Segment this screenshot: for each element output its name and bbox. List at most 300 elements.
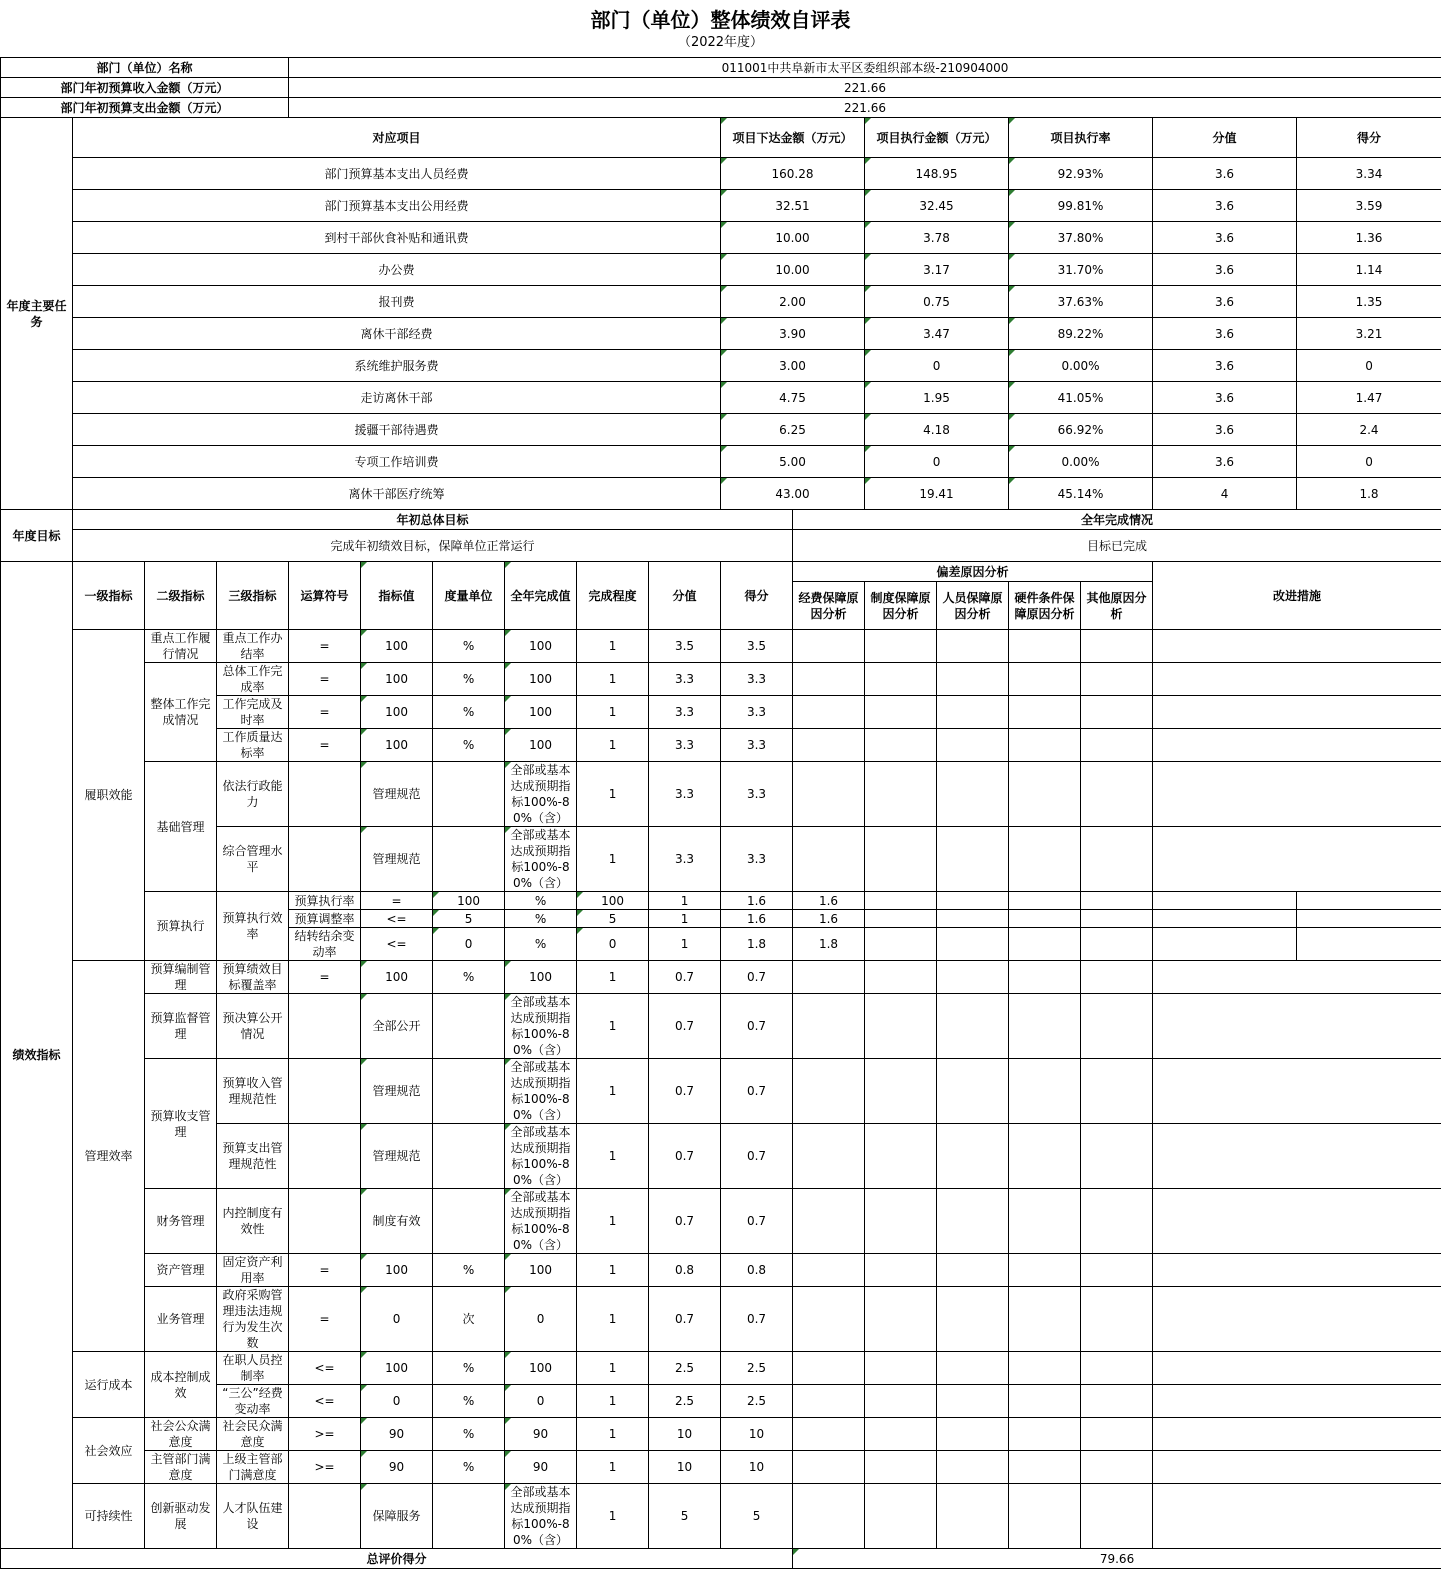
- perf-deviation-cell: [865, 663, 937, 696]
- perf-target: 管理规范: [361, 762, 433, 827]
- perf-deviation-cell: [793, 1254, 865, 1287]
- task-got: 0: [1297, 350, 1441, 382]
- task-score: 3.6: [1153, 286, 1297, 318]
- perf-l3-indicator: 内控制度有效性: [217, 1189, 289, 1254]
- perf-deviation-cell: [1081, 892, 1153, 910]
- tasks-header-project: 对应项目: [73, 118, 721, 158]
- task-got: 0: [1297, 446, 1441, 478]
- perf-l2-indicator: 创新驱动发展: [145, 1484, 217, 1549]
- unit-name-label: 部门（单位）名称: [1, 58, 289, 78]
- perf-improve-cell: [1153, 762, 1441, 827]
- perf-improve-cell: [1153, 994, 1441, 1059]
- perf-deviation-cell: [1009, 1254, 1081, 1287]
- perf-improve-cell: [1153, 1059, 1441, 1124]
- perf-operator: [289, 1124, 361, 1189]
- perf-header-d4: 硬件条件保障原因分析: [1009, 582, 1081, 630]
- perf-score: 3.3: [649, 663, 721, 696]
- perf-got: 3.3: [721, 663, 793, 696]
- perf-actual: 全部或基本达成预期指标100%-80%（含）: [505, 1189, 577, 1254]
- task-rate: 0.00%: [1009, 350, 1153, 382]
- tasks-section-label: 年度主要任务: [1, 118, 73, 510]
- task-rate: 37.80%: [1009, 222, 1153, 254]
- task-budget: 4.75: [721, 382, 865, 414]
- task-got: 1.36: [1297, 222, 1441, 254]
- perf-deviation-cell: [1081, 1385, 1153, 1418]
- perf-target: 5: [433, 910, 505, 928]
- perf-target: 管理规范: [361, 827, 433, 892]
- perf-unit: [433, 762, 505, 827]
- goals-initial-value: 完成年初绩效目标，保障单位正常运行: [73, 530, 793, 562]
- task-budget: 43.00: [721, 478, 865, 510]
- task-rate: 92.93%: [1009, 158, 1153, 190]
- perf-degree: 1: [649, 928, 721, 961]
- perf-unit: %: [433, 1451, 505, 1484]
- task-rate: 0.00%: [1009, 446, 1153, 478]
- perf-score: 0.8: [649, 1254, 721, 1287]
- perf-degree: 1: [577, 827, 649, 892]
- perf-l1-indicator: 运行成本: [73, 1352, 145, 1418]
- perf-deviation-cell: [865, 910, 937, 928]
- task-got: 3.34: [1297, 158, 1441, 190]
- perf-header-improve: 改进措施: [1153, 562, 1441, 630]
- perf-improve-cell: [1153, 827, 1441, 892]
- perf-deviation-cell: [1009, 928, 1081, 961]
- perf-degree: 1: [577, 994, 649, 1059]
- task-name: 部门预算基本支出公用经费: [73, 190, 721, 222]
- perf-deviation-cell: [1081, 994, 1153, 1059]
- perf-deviation-cell: [1081, 696, 1153, 729]
- task-rate: 66.92%: [1009, 414, 1153, 446]
- perf-degree: 1: [577, 1385, 649, 1418]
- perf-deviation-cell: [1081, 630, 1153, 663]
- goals-completion-label: 全年完成情况: [793, 510, 1441, 530]
- perf-deviation-cell: [865, 961, 937, 994]
- perf-unit: %: [433, 630, 505, 663]
- perf-deviation-cell: [1153, 928, 1297, 961]
- perf-header-op: 运算符号: [289, 562, 361, 630]
- perf-improve-cell: [1153, 1352, 1441, 1385]
- perf-deviation-cell: [1081, 1254, 1153, 1287]
- task-rate: 99.81%: [1009, 190, 1153, 222]
- perf-target: 100: [361, 696, 433, 729]
- perf-operator: <=: [289, 1352, 361, 1385]
- perf-operator: >=: [289, 1418, 361, 1451]
- perf-target: 管理规范: [361, 1059, 433, 1124]
- task-budget: 32.51: [721, 190, 865, 222]
- task-score: 3.6: [1153, 254, 1297, 286]
- perf-degree: 1: [577, 696, 649, 729]
- perf-operator: >=: [289, 1451, 361, 1484]
- perf-improve-cell: [1297, 928, 1441, 961]
- perf-deviation-cell: [1009, 1189, 1081, 1254]
- perf-score: 2.5: [649, 1385, 721, 1418]
- perf-deviation-cell: [1081, 961, 1153, 994]
- perf-deviation-cell: [1081, 928, 1153, 961]
- perf-deviation-cell: [1009, 961, 1081, 994]
- perf-l1-indicator: 预算执行: [145, 892, 217, 961]
- perf-deviation-cell: [865, 1385, 937, 1418]
- perf-l3-indicator: 预算绩效目标覆盖率: [217, 961, 289, 994]
- perf-operator: <=: [289, 1385, 361, 1418]
- perf-got: 3.3: [721, 762, 793, 827]
- perf-unit: %: [505, 910, 577, 928]
- perf-deviation-cell: [937, 1287, 1009, 1352]
- task-exec: 32.45: [865, 190, 1009, 222]
- perf-deviation-cell: [937, 928, 1009, 961]
- perf-deviation-cell: [937, 696, 1009, 729]
- perf-deviation-cell: [937, 729, 1009, 762]
- perf-improve-cell: [1153, 1124, 1441, 1189]
- task-exec: 19.41: [865, 478, 1009, 510]
- perf-l3-indicator: 综合管理水平: [217, 827, 289, 892]
- perf-l2-indicator: 整体工作完成情况: [145, 663, 217, 762]
- perf-deviation-cell: [937, 663, 1009, 696]
- perf-unit: %: [505, 892, 577, 910]
- perf-deviation-cell: [1081, 1352, 1153, 1385]
- perf-improve-cell: [1153, 1254, 1441, 1287]
- perf-score: 0.7: [649, 1189, 721, 1254]
- perf-deviation-cell: [793, 827, 865, 892]
- perf-actual: 0: [577, 928, 649, 961]
- perf-target: 100: [361, 663, 433, 696]
- perf-score: 0.7: [649, 994, 721, 1059]
- perf-deviation-cell: [793, 1059, 865, 1124]
- perf-improve-cell: [1153, 1451, 1441, 1484]
- perf-deviation-cell: [937, 630, 1009, 663]
- perf-operator: <=: [361, 928, 433, 961]
- perf-target: 100: [361, 630, 433, 663]
- perf-deviation-cell: [1081, 1287, 1153, 1352]
- perf-deviation-cell: [793, 1484, 865, 1549]
- perf-deviation-cell: [1153, 892, 1297, 910]
- perf-deviation-cell: [937, 1059, 1009, 1124]
- perf-deviation-cell: [1009, 1418, 1081, 1451]
- perf-actual: 0: [505, 1385, 577, 1418]
- perf-deviation-cell: [793, 729, 865, 762]
- perf-deviation-cell: [937, 1451, 1009, 1484]
- perf-actual: 全部或基本达成预期指标100%-80%（含）: [505, 1059, 577, 1124]
- task-name: 部门预算基本支出人员经费: [73, 158, 721, 190]
- perf-deviation-cell: [865, 696, 937, 729]
- perf-deviation-cell: [865, 1124, 937, 1189]
- perf-deviation-cell: [865, 892, 937, 910]
- perf-deviation-cell: [793, 961, 865, 994]
- perf-deviation-cell: [1009, 1059, 1081, 1124]
- perf-header-l3: 三级指标: [217, 562, 289, 630]
- task-budget: 5.00: [721, 446, 865, 478]
- perf-actual: 全部或基本达成预期指标100%-80%（含）: [505, 994, 577, 1059]
- perf-target: 0: [361, 1287, 433, 1352]
- perf-degree: 1: [577, 1352, 649, 1385]
- perf-deviation-cell: [865, 928, 937, 961]
- task-name: 走访离休干部: [73, 382, 721, 414]
- task-budget: 10.00: [721, 222, 865, 254]
- perf-header-l2: 二级指标: [145, 562, 217, 630]
- perf-deviation-cell: [793, 1189, 865, 1254]
- perf-operator: [289, 994, 361, 1059]
- perf-unit: %: [433, 1385, 505, 1418]
- perf-deviation-cell: [1081, 1189, 1153, 1254]
- perf-degree: 1: [577, 729, 649, 762]
- perf-deviation-cell: [937, 910, 1009, 928]
- perf-deviation-cell: [865, 630, 937, 663]
- perf-operator: [289, 827, 361, 892]
- task-budget: 160.28: [721, 158, 865, 190]
- perf-deviation-cell: [1009, 892, 1081, 910]
- perf-unit: %: [433, 1254, 505, 1287]
- perf-score: 1.6: [721, 910, 793, 928]
- perf-degree: 1: [577, 663, 649, 696]
- perf-deviation-cell: [865, 1059, 937, 1124]
- perf-unit: %: [433, 1418, 505, 1451]
- perf-operator: =: [289, 961, 361, 994]
- perf-l2-indicator: 财务管理: [145, 1189, 217, 1254]
- perf-header-d1: 经费保障原因分析: [793, 582, 865, 630]
- perf-unit: %: [433, 663, 505, 696]
- perf-unit: %: [433, 729, 505, 762]
- perf-l1-indicator: 可持续性: [73, 1484, 145, 1549]
- perf-header-d3: 人员保障原因分析: [937, 582, 1009, 630]
- task-score: 3.6: [1153, 222, 1297, 254]
- perf-improve-cell: [1153, 696, 1441, 729]
- perf-l2-indicator: 预算收支管理: [145, 1059, 217, 1189]
- perf-header-score: 分值: [649, 562, 721, 630]
- task-got: 3.21: [1297, 318, 1441, 350]
- perf-deviation-cell: [1009, 630, 1081, 663]
- task-budget: 10.00: [721, 254, 865, 286]
- perf-deviation-cell: [865, 827, 937, 892]
- evaluation-table: [0, 57, 1441, 1569]
- perf-deviation-cell: [937, 1385, 1009, 1418]
- perf-l2-indicator: 业务管理: [145, 1287, 217, 1352]
- perf-score: 3.3: [649, 827, 721, 892]
- perf-degree: 1: [577, 762, 649, 827]
- perf-deviation-cell: [1009, 1124, 1081, 1189]
- perf-got: 10: [721, 1418, 793, 1451]
- perf-deviation-cell: [937, 827, 1009, 892]
- perf-improve-cell: [1153, 1287, 1441, 1352]
- perf-actual: 全部或基本达成预期指标100%-80%（含）: [505, 762, 577, 827]
- perf-deviation-cell: [865, 1189, 937, 1254]
- task-budget: 3.90: [721, 318, 865, 350]
- perf-got: 3.3: [721, 696, 793, 729]
- perf-header-unit: 度量单位: [433, 562, 505, 630]
- task-score: 3.6: [1153, 318, 1297, 350]
- total-score-value: 79.66: [793, 1549, 1441, 1569]
- task-name: 办公费: [73, 254, 721, 286]
- perf-unit: [433, 1189, 505, 1254]
- perf-got: 3.3: [721, 827, 793, 892]
- perf-target: 90: [361, 1418, 433, 1451]
- perf-unit: %: [505, 928, 577, 961]
- perf-l3-indicator: 预算支出管理规范性: [217, 1124, 289, 1189]
- perf-deviation-cell: [937, 1189, 1009, 1254]
- perf-unit: %: [433, 696, 505, 729]
- perf-score: 3.3: [649, 729, 721, 762]
- perf-degree: 1: [649, 910, 721, 928]
- perf-operator: =: [361, 892, 433, 910]
- perf-deviation-cell: [1009, 1385, 1081, 1418]
- perf-deviation-cell: [865, 1254, 937, 1287]
- perf-l3-indicator: “三公”经费变动率: [217, 1385, 289, 1418]
- perf-l3-indicator: 预决算公开情况: [217, 994, 289, 1059]
- unit-name-value: 011001中共阜新市太平区委组织部本级-210904000: [289, 58, 1441, 78]
- perf-got: 0.7: [721, 994, 793, 1059]
- perf-actual: 100: [505, 1254, 577, 1287]
- perf-l3-indicator: 总体工作完成率: [217, 663, 289, 696]
- task-score: 3.6: [1153, 446, 1297, 478]
- perf-score: 2.5: [649, 1352, 721, 1385]
- perf-actual: 90: [505, 1418, 577, 1451]
- perf-actual: 100: [505, 696, 577, 729]
- task-exec: 3.78: [865, 222, 1009, 254]
- perf-header-actual: 全年完成值: [505, 562, 577, 630]
- perf-header-got: 得分: [721, 562, 793, 630]
- perf-improve-cell: [1153, 1385, 1441, 1418]
- perf-deviation-cell: [937, 1484, 1009, 1549]
- perf-deviation-cell: [1081, 1451, 1153, 1484]
- perf-deviation-cell: [1009, 696, 1081, 729]
- perf-degree: 1: [577, 1451, 649, 1484]
- perf-target: 管理规范: [361, 1124, 433, 1189]
- perf-degree: 1: [577, 1418, 649, 1451]
- perf-unit: [433, 1059, 505, 1124]
- perf-operator: =: [289, 696, 361, 729]
- perf-header-degree: 完成程度: [577, 562, 649, 630]
- task-exec: 148.95: [865, 158, 1009, 190]
- perf-l2-indicator: 基础管理: [145, 762, 217, 892]
- perf-operator: [289, 1484, 361, 1549]
- perf-deviation-cell: [1009, 994, 1081, 1059]
- perf-degree: 1: [577, 1059, 649, 1124]
- perf-actual: 0: [505, 1287, 577, 1352]
- task-rate: 89.22%: [1009, 318, 1153, 350]
- perf-deviation-cell: [793, 1352, 865, 1385]
- perf-deviation-cell: [937, 892, 1009, 910]
- perf-operator: =: [289, 663, 361, 696]
- perf-deviation-cell: [793, 630, 865, 663]
- task-name: 专项工作培训费: [73, 446, 721, 478]
- perf-degree: 1: [577, 1124, 649, 1189]
- perf-deviation-cell: [937, 1254, 1009, 1287]
- perf-target: 100: [433, 892, 505, 910]
- tasks-header-got: 得分: [1297, 118, 1441, 158]
- income-label: 部门年初预算收入金额（万元）: [1, 78, 289, 98]
- perf-deviation-cell: [793, 1451, 865, 1484]
- perf-deviation-cell: [793, 1287, 865, 1352]
- perf-actual: 全部或基本达成预期指标100%-80%（含）: [505, 1124, 577, 1189]
- task-rate: 37.63%: [1009, 286, 1153, 318]
- task-budget: 6.25: [721, 414, 865, 446]
- perf-l3-indicator: 政府采购管理违法违规行为发生次数: [217, 1287, 289, 1352]
- perf-got: 0.7: [721, 1189, 793, 1254]
- task-rate: 31.70%: [1009, 254, 1153, 286]
- task-exec: 0.75: [865, 286, 1009, 318]
- perf-deviation-cell: [1009, 1484, 1081, 1549]
- perf-deviation-cell: [1081, 1124, 1153, 1189]
- task-got: 1.35: [1297, 286, 1441, 318]
- perf-deviation-cell: [1081, 827, 1153, 892]
- perf-l1-indicator: 履职效能: [73, 630, 145, 961]
- perf-header-target: 指标值: [361, 562, 433, 630]
- page-title: 部门（单位）整体绩效自评表: [590, 8, 851, 32]
- perf-deviation-cell: [1081, 729, 1153, 762]
- perf-l2-indicator: 重点工作履行情况: [145, 630, 217, 663]
- perf-improve-cell: [1153, 729, 1441, 762]
- perf-l3-indicator: 结转结余变动率: [289, 928, 361, 961]
- perf-target: 保障服务: [361, 1484, 433, 1549]
- perf-improve-cell: [1153, 1189, 1441, 1254]
- perf-improve-cell: [1153, 1484, 1441, 1549]
- task-exec: 0: [865, 350, 1009, 382]
- perf-deviation-cell: [1081, 663, 1153, 696]
- expense-value: 221.66: [289, 98, 1441, 118]
- perf-score: 1.8: [721, 928, 793, 961]
- perf-operator: [289, 1059, 361, 1124]
- perf-actual: 90: [505, 1451, 577, 1484]
- perf-operator: [289, 1189, 361, 1254]
- perf-deviation-cell: [793, 663, 865, 696]
- perf-l3-indicator: 预算调整率: [289, 910, 361, 928]
- perf-actual: 全部或基本达成预期指标100%-80%（含）: [505, 827, 577, 892]
- perf-deviation-cell: [1081, 910, 1153, 928]
- perf-operator: <=: [361, 910, 433, 928]
- perf-deviation-cell: [793, 696, 865, 729]
- perf-deviation-cell: [937, 1352, 1009, 1385]
- perf-score: 0.7: [649, 1059, 721, 1124]
- perf-deviation-cell: [1081, 1059, 1153, 1124]
- perf-target: 0: [361, 1385, 433, 1418]
- perf-section-label: 绩效指标: [1, 562, 73, 1549]
- task-score: 3.6: [1153, 190, 1297, 222]
- task-name: 报刊费: [73, 286, 721, 318]
- perf-score: 0.7: [649, 961, 721, 994]
- perf-l2-indicator: 预算监督管理: [145, 994, 217, 1059]
- task-name: 到村干部伙食补贴和通讯费: [73, 222, 721, 254]
- perf-l3-indicator: 预算收入管理规范性: [217, 1059, 289, 1124]
- perf-deviation-cell: [865, 729, 937, 762]
- task-name: 援疆干部待遇费: [73, 414, 721, 446]
- perf-header-deviation: 偏差原因分析: [793, 562, 1153, 582]
- perf-deviation-cell: [793, 762, 865, 827]
- perf-got: 0.7: [721, 1059, 793, 1124]
- perf-deviation-cell: [1009, 729, 1081, 762]
- task-got: 2.4: [1297, 414, 1441, 446]
- perf-score: 0.7: [649, 1124, 721, 1189]
- perf-score: 3.3: [649, 696, 721, 729]
- perf-unit: [433, 827, 505, 892]
- perf-got: 1.6: [793, 910, 865, 928]
- perf-unit: %: [433, 1352, 505, 1385]
- perf-l3-indicator: 上级主管部门满意度: [217, 1451, 289, 1484]
- perf-deviation-cell: [865, 1352, 937, 1385]
- perf-got: 2.5: [721, 1385, 793, 1418]
- perf-deviation-cell: [865, 1287, 937, 1352]
- perf-unit: [433, 1124, 505, 1189]
- perf-actual: 100: [505, 961, 577, 994]
- perf-deviation-cell: [937, 1418, 1009, 1451]
- perf-deviation-cell: [937, 762, 1009, 827]
- task-got: 1.8: [1297, 478, 1441, 510]
- perf-l2-indicator: 主管部门满意度: [145, 1451, 217, 1484]
- perf-deviation-cell: [1009, 663, 1081, 696]
- task-name: 离休干部经费: [73, 318, 721, 350]
- perf-target: 全部公开: [361, 994, 433, 1059]
- perf-actual: 100: [505, 729, 577, 762]
- goals-completion-value: 目标已完成: [793, 530, 1441, 562]
- perf-actual: 100: [505, 630, 577, 663]
- perf-degree: 1: [649, 892, 721, 910]
